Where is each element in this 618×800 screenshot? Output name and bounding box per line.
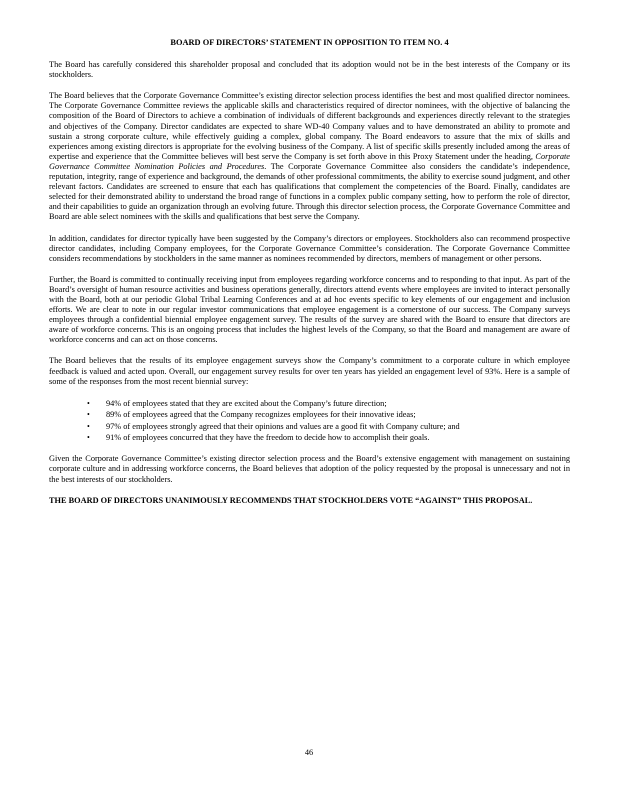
bullet-icon: •	[87, 432, 90, 442]
document-page	[49, 38, 570, 517]
survey-results-list	[49, 398, 570, 444]
paragraph-selection-process	[49, 91, 570, 222]
paragraph-selection-process-text-1: The Board believes that the Corporate Governance Committee’s existing director selection process identifies the best and most qualified director nominees. The Corporate Governance Committee reviews the applicable skills and characteristics required of director nominees, with the objective of balancing the composition of the Board of Directors to achieve a combination of individuals of different backgrounds and experiences directly relevant to the strategies and objectives of the Company. Director candidates are expected to share WD-40 Company values and to have demonstrated an ability to promote and sustain a strong corporate culture, while effectively guiding a complex, global company. The Board endeavors to assure that the mix of skills and experiences among existing directors is appropriate for the evolving business of the Company. A list of specific skills presently included among the areas of expertise and experience that the Committee believes will best serve the Company is set forth above in this Proxy Statement under the heading,	[49, 91, 570, 161]
list-item	[49, 432, 570, 443]
list-item	[49, 421, 570, 432]
bullet-icon: •	[87, 421, 90, 431]
paragraph-selection-process-text-2: . The Corporate Governance Committee also considers the candidate’s independence, reputation, integrity, range of experience and background, the demands of other professional commitments, the ability to exercise sound judgment, and other relevant factors. Candidates are screened to ensure that each has qualifications that complement the competencies of the Board. Finally, candidates are selected for their demonstrated ability to understand the broad range of functions in a complex public company setting, how to perform the role of director, and their capabilities to guide an organization through an evolving future. Through this director selection process, the Corporate Governance Committee and Board are able select nominees with the skills and qualifications that best serve the Company.	[49, 161, 570, 222]
page-number: 46	[304, 748, 314, 757]
bullet-icon: •	[87, 398, 90, 408]
bullet-icon: •	[87, 410, 90, 420]
referenced-heading: Corporate Governance Committee Nomination Policies and Procedures	[49, 151, 570, 171]
list-item-text: 97% of employees strongly agreed that their opinions and values are a good fit with Company culture; and	[106, 421, 460, 431]
section-heading: BOARD OF DIRECTORS’ STATEMENT IN OPPOSITION TO ITEM NO. 4	[170, 38, 449, 47]
list-item-text: 89% of employees agreed that the Company recognizes employees for their innovative ideas;	[106, 410, 416, 420]
paragraph-candidate-suggestions: In addition, candidates for director typically have been suggested by the Company’s directors or employees. Stockholders also can recommend prospective director candidates, including Company employees, for the Corporate Governance Committee’s consideration. The Corporate Governance Committee considers recommendations by stockholders in the same manner as nominees recommended by directors, members of management or other persons.	[49, 233, 570, 263]
list-item	[49, 398, 570, 409]
paragraph-employee-input: Further, the Board is committed to continually receiving input from employees regarding workforce concerns and to responding to that input. As part of the Board’s oversight of human resource activities and business operations generally, directors attend events where employees are invited to interact personally with the Board, both at our periodic Global Tribal Learning Conferences and at ad hoc events specific to key elements of our engagement and inclusion efforts. We are clear to note in our regular investor communications that employee engagement is a cornerstone of our success. The Company surveys employees through a confidential biennial employee engagement survey. The results of the survey are shared with the Board to ensure that directors are aware of workforce concerns. This is an ongoing process that includes the highest levels of the Company, so that the Board and management are aware of workforce concerns and can act on those concerns.	[49, 274, 570, 345]
list-item-text: 91% of employees concurred that they have the freedom to decide how to accomplish their goals.	[106, 432, 430, 442]
list-item-text: 94% of employees stated that they are excited about the Company’s future direction;	[106, 398, 387, 408]
paragraph-conclusion: Given the Corporate Governance Committee’s existing director selection process and the Board’s extensive engagement with management on sustaining corporate culture and in addressing workforce concerns, the Board believes that adoption of the policy requested by the proposal is unnecessary and not in the best interests of our stockholders.	[49, 454, 570, 484]
board-recommendation: THE BOARD OF DIRECTORS UNANIMOUSLY RECOMMENDS THAT STOCKHOLDERS VOTE “AGAINST” THIS PROPOSAL.	[49, 495, 533, 505]
paragraph-survey-results: The Board believes that the results of its employee engagement surveys show the Company’s commitment to a corporate culture in which employee feedback is valued and acted upon. Overall, our engagement survey results for over ten years has yielded an engagement level of 93%. Here is a sample of some of the responses from the most recent biennial survey:	[49, 356, 570, 386]
paragraph-intro: The Board has carefully considered this shareholder proposal and concluded that its adoption would not be in the best interests of the Company or its stockholders.	[49, 60, 570, 80]
list-item	[49, 409, 570, 420]
